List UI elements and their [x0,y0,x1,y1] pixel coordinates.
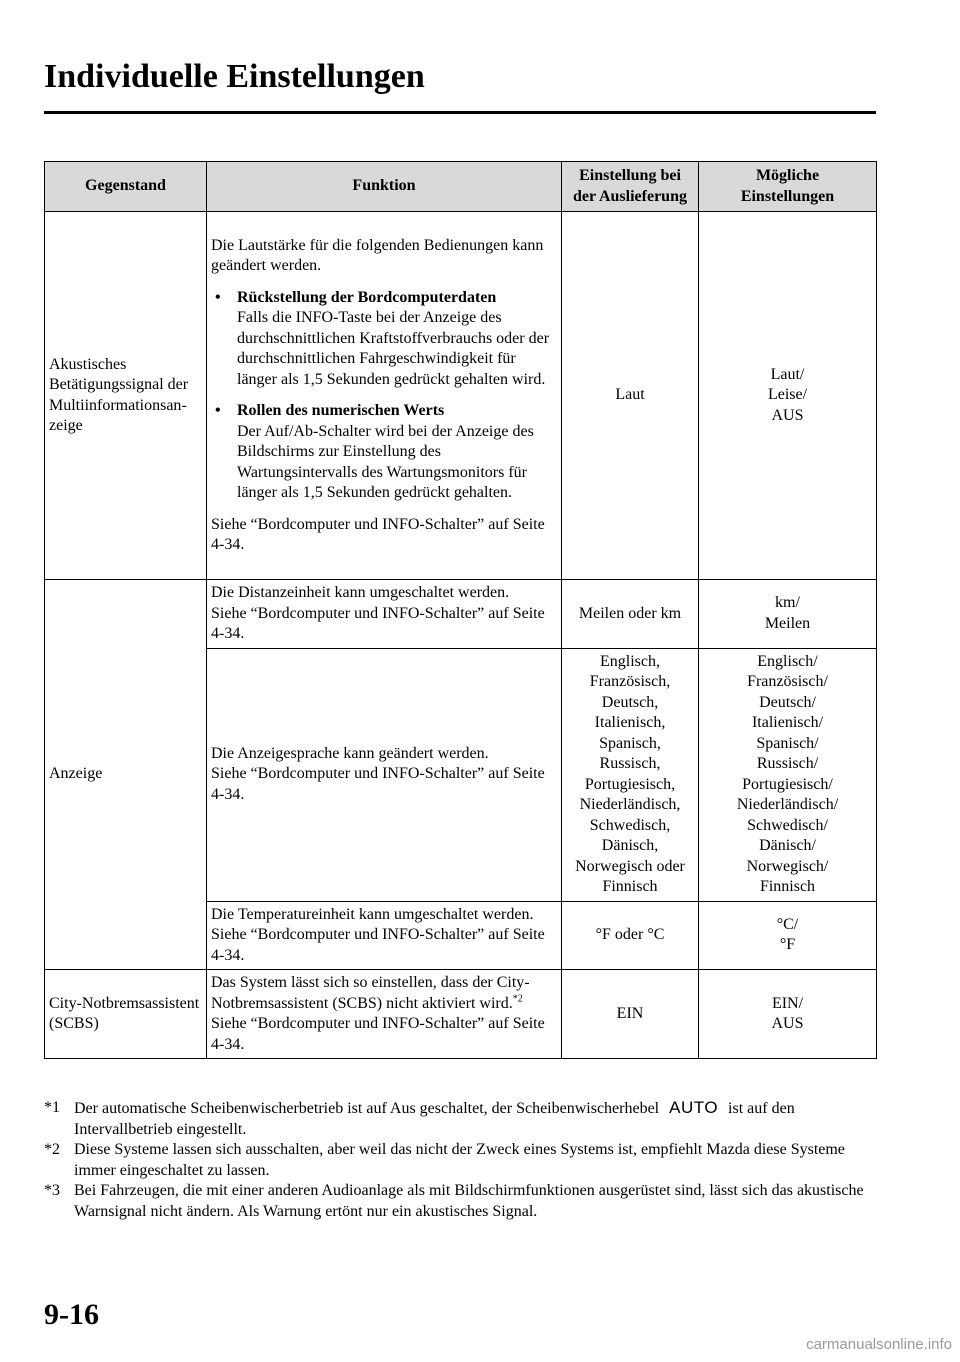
option-value: Englisch/ [757,652,818,670]
col-header-default-line1: Einstellung bei [579,167,681,184]
bullet-item [211,401,557,504]
options-cell [699,212,877,580]
options-cell [699,648,877,901]
footnote [44,1098,880,1140]
function-description: Die Distanzeinheit kann umgeschaltet werden. [211,584,510,601]
option-value: Russisch/ [756,755,819,772]
default-cell: °F oder °C [562,901,699,970]
col-header-default [562,162,699,212]
item-cell: Anzeige [45,580,207,970]
page-reference: Siehe “Bordcomputer und INFO-Schalter” auf Seite 4-34. [211,604,545,642]
col-header-options-line1: Mögliche [755,167,820,184]
option-value: Portugiesisch/ [742,775,833,793]
default-cell: Meilen oder km [562,580,699,649]
default-value: Spanisch, [599,734,661,752]
option-value: AUS [771,406,804,424]
footnote-text: Bei Fahrzeugen, die mit einer anderen Audioanlage als mit Bildschirmfunktionen ausgerüstet sind, lässt sich das akustische Warnsignal nicht ändern. Als Warnung ertönt nur ein akustisches Signal. [74,1182,864,1220]
option-value: AUS [771,1015,804,1032]
footnotes [44,1098,880,1222]
option-value: Meilen [764,614,811,632]
page-reference: Siehe “Bordcomputer und INFO-Schalter” auf Seite 4-34. [211,765,545,803]
option-value: Norwegisch/ [746,857,829,875]
footnote-text: ist auf den Intervallbetrieb eingestellt. [74,1100,795,1138]
option-value: Leise/ [767,386,808,404]
footnote [44,1140,880,1181]
table-row [45,970,877,1059]
footnote-text: Diese Systeme lassen sich ausschalten, aber weil das nicht der Zweck eines Systems ist, empfiehlt Mazda diese Systeme immer eingeschaltet zu lassen. [74,1141,845,1179]
default-value: Italienisch, [594,714,666,731]
option-value: Laut/ [770,365,805,383]
col-header-default-line2: der Auslieferung [573,187,687,205]
options-cell [699,901,877,970]
function-cell [207,970,562,1059]
option-value: Dänisch/ [759,837,816,854]
option-value: km/ [775,594,800,612]
page-reference: Siehe “Bordcomputer und INFO-Schalter” auf Seite 4-34. [211,515,545,553]
footnote [44,1181,880,1222]
footnote-mark: *1 [44,1099,60,1116]
footnote-mark: *2 [44,1141,60,1158]
option-value: Deutsch/ [759,693,816,711]
function-description: Die Anzeigesprache kann geändert werden. [211,744,489,762]
table-header-row [45,162,877,212]
bullet-title: Rollen des numerischen Werts [237,402,445,419]
default-value: Englisch, [600,652,660,670]
default-value: Portugiesisch, [584,775,676,793]
default-cell: Laut [562,212,699,580]
option-value: °C/ [776,915,799,933]
default-value: Französisch, [589,673,671,690]
col-header-item: Gegenstand [45,162,207,212]
footnote-ref: *2 [512,993,523,1005]
default-value: Norwegisch oder [575,857,685,875]
options-cell [699,970,877,1059]
page-reference: Siehe “Bordcomputer und INFO-Schalter” auf Seite 4-34. [211,1015,545,1053]
bullet-text: Falls die INFO-Taste bei der Anzeige des durchschnittlichen Kraftstoffverbrauchs oder der durchschnittlichen Fahrgeschwindigkeit für länger als 1,5 Sekunden gedrückt gehalten wird. [237,309,550,388]
function-cell [207,901,562,970]
option-value: Schwedisch/ [747,816,828,834]
option-value: EIN/ [771,994,804,1012]
col-header-options-line2: Einstellungen [740,187,835,205]
option-value: Französisch/ [747,673,828,690]
footnote-text: Der automatische Scheibenwischerbetrieb ist auf Aus geschaltet, der Scheibenwischerhebel [74,1100,660,1117]
option-value: Spanisch/ [756,734,819,752]
function-cell [207,580,562,649]
option-value: Italienisch/ [751,714,824,731]
page-title: Individuelle Einstellungen [44,58,425,95]
default-value: Schwedisch, [589,816,671,834]
function-cell [207,648,562,901]
bullet-text: Der Auf/Ab-Schalter wird bei der Anzeige des Bildschirms zur Einstellung des Wartungsintervalls des Wartungsmonitors für länger als 1,5 Sekunden gedrückt gehalten. [237,422,534,501]
table-row [45,580,877,649]
default-value: Niederländisch, [579,796,681,813]
option-value: Niederländisch/ [736,796,839,813]
page-reference: Siehe “Bordcomputer und INFO-Schalter” auf Seite 4-34. [211,926,545,964]
default-value: Russisch, [599,755,661,772]
watermark: carmanualsonline.info [806,1336,952,1353]
options-cell [699,580,877,649]
auto-icon: AUTO [669,1098,719,1117]
item-cell: Akustisches Betätigungssignal der Multiinformationsanzeige [45,212,207,580]
option-value: °F [779,936,796,954]
function-description [211,973,557,1014]
settings-table [44,161,877,1059]
footnote-mark: *3 [44,1182,60,1199]
option-value: Finnisch [759,878,816,895]
function-description: Die Temperatureinheit kann umgeschaltet werden. [211,905,534,923]
bullet-title: Rückstellung der Bordcomputerdaten [237,288,497,306]
page-number: 9-16 [44,1298,99,1331]
default-value: Dänisch, [601,837,659,854]
col-header-function: Funktion [207,162,562,212]
default-cell [562,648,699,901]
bullet-icon: • [215,402,221,419]
function-cell [207,212,562,580]
function-intro: Die Lautstärke für die folgenden Bedienungen kann geändert werden. [211,236,544,274]
header-rule [44,111,876,114]
col-header-options [699,162,877,212]
default-cell: EIN [562,970,699,1059]
default-value: Finnisch [602,878,658,895]
default-value: Deutsch, [601,693,659,711]
item-cell: City-Notbremsassistent (SCBS) [45,970,207,1059]
function-description-text: Das System lässt sich so einstellen, dass der City-Notbremsassistent (SCBS) nicht aktiviert wird. [211,974,530,1012]
bullet-icon: • [215,288,221,306]
table-row [45,212,877,580]
bullet-item [211,288,557,391]
